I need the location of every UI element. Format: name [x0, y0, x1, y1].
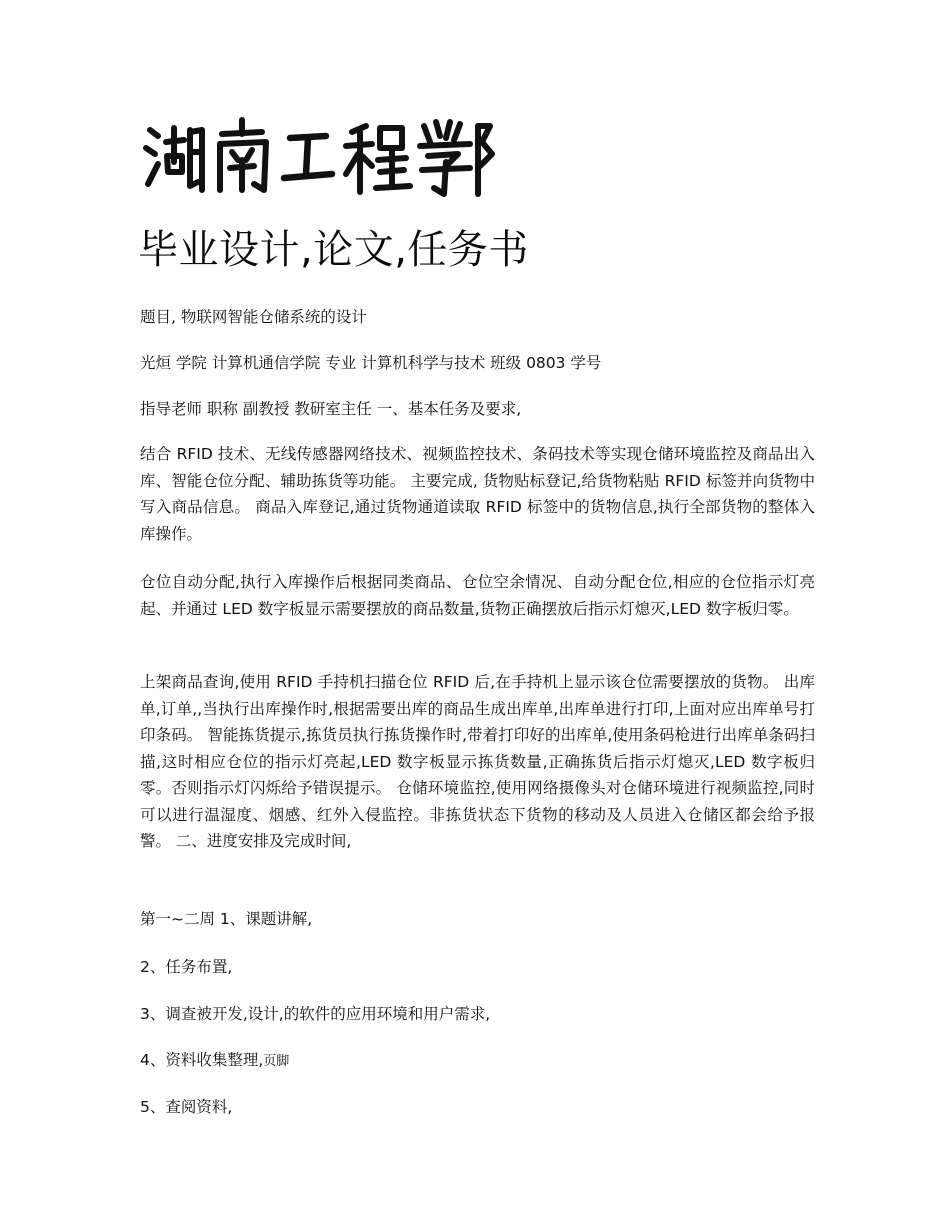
topic-line: 题目, 物联网智能仓储系统的设计	[140, 308, 367, 326]
university-logo	[140, 112, 500, 198]
advisor-line: 指导老师 职称 副教授 教研室主任 一、基本任务及要求,	[140, 400, 522, 418]
document-title: 毕业设计,论文,任务书	[138, 227, 529, 273]
schedule-item-4	[140, 1047, 289, 1075]
requirements-paragraph-3: 上架商品查询,使用 RFID 手持机扫描仓位 RFID 后,在手持机上显示该仓位需要摆放的货物。 出库单,订单,,当执行出库操作时,根据需要出库的商品生成出库单,出库单进行打印,上面对应出库单号打印条码。 智能拣货提示,拣货员执行拣货操作时,带着打印好的出库单,使用条码枪进行出库单条码扫描,这时相应仓位的指示灯亮起,LED 数字板显示拣货数量,正确拣货后指示灯熄灭,LED 数字板归零。否则指示灯闪烁给予错误提示。 仓储环境监控,使用网络摄像头对仓储环境进行视频监控,同时可以进行温湿度、烟感、红外入侵监控。非拣货状态下货物的移动及人员进入仓储区都会给予报警。 二、进度安排及完成时间,	[140, 673, 815, 850]
calligraphy-logo-image	[140, 112, 500, 198]
requirements-paragraph-2: 仓位自动分配,执行入库操作后根据同类商品、仓位空余情况、自动分配仓位,相应的仓位指示灯亮起、并通过 LED 数字板显示需要摆放的商品数量,货物正确摆放后指示灯熄灭,LED 数字板归零。	[140, 573, 815, 618]
footer-note: 页脚	[263, 1054, 290, 1069]
schedule-item-4-text: 4、资料收集整理,	[140, 1051, 264, 1069]
schedule-item-3: 3、调查被开发,设计,的软件的应用环境和用户需求,	[140, 1005, 491, 1023]
student-info-line: 光烜 学院 计算机通信学院 专业 计算机科学与技术 班级 0803 学号	[140, 354, 602, 372]
schedule-item-5: 5、查阅资料,	[140, 1098, 233, 1116]
requirements-paragraph-1: 结合 RFID 技术、无线传感器网络技术、视频监控技术、条码技术等实现仓储环境监控及商品出入库、智能仓位分配、辅助拣货等功能。 主要完成, 货物贴标登记,给货物粘贴 RFID 标签并向货物中写入商品信息。 商品入库登记,通过货物通道读取 RFID 标签中的货物信息,执行全部货物的整体入库操作。	[140, 445, 815, 543]
schedule-item-2: 2、任务布置,	[140, 958, 233, 976]
schedule-week-line: 第一~二周 1、课题讲解,	[140, 910, 313, 928]
